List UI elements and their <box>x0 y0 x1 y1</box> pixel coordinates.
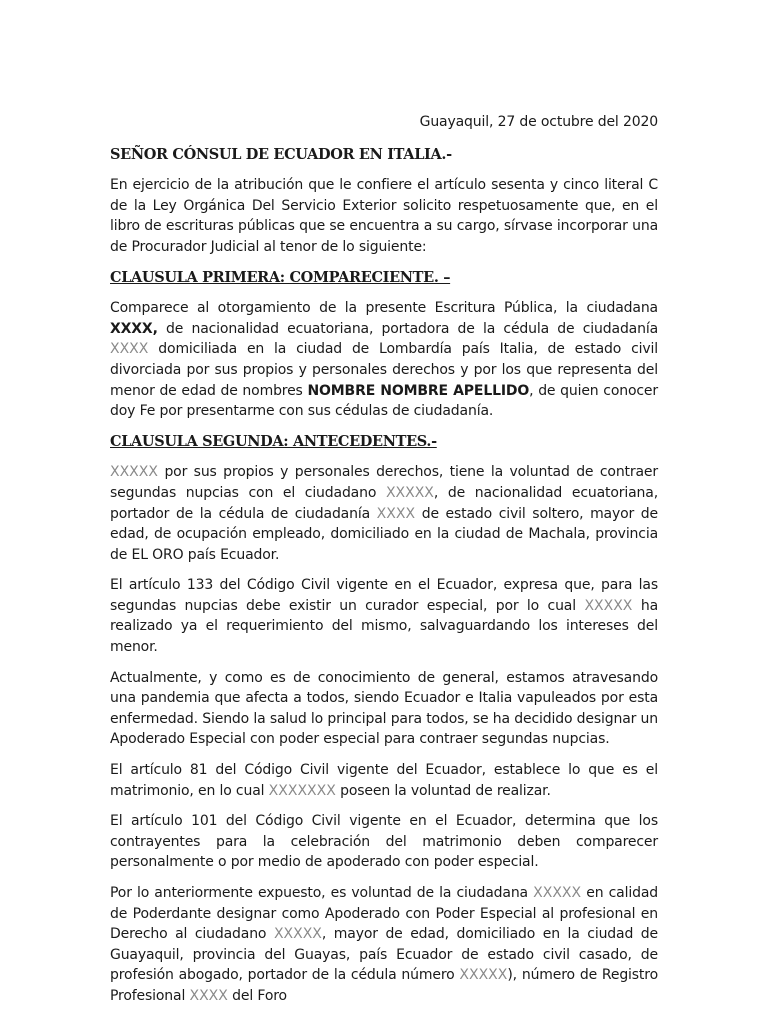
appearing-party-name: XXXX, <box>110 320 158 337</box>
text-run: Comparece al otorgamiento de la presente Escritura Pública, la ciudadana <box>110 300 658 317</box>
text-run: , de nacionalidad ecuatoriana, portador de la cédula de ciudadanía <box>110 484 658 522</box>
clause-two-title: CLAUSULA SEGUNDA: ANTECEDENTES.- <box>110 432 437 450</box>
placeholder-name: XXXXX <box>584 597 633 614</box>
placeholder-registry-number: XXXX <box>189 987 228 1004</box>
text-run: del Foro <box>227 987 287 1004</box>
text-run: ha realizado ya el requerimiento del mismo, salvaguardando los intereses del menor. <box>110 597 659 656</box>
document-page <box>110 112 658 1017</box>
placeholder-name: XXXXX <box>273 926 322 943</box>
background-paragraph-3: Actualmente, y como es de conocimiento de general, estamos atravesando una pandemia que afecta a todos, siendo Ecuador e Italia vapuleados por esta enfermedad. Siendo la salud lo principal para todos, se ha decidido designar un Apoderado Especial con poder especial para contraer segundas nupcias. <box>110 669 658 748</box>
text-run: , de quien conocer doy Fe por presentarme con sus cédulas de ciudadanía. <box>110 382 658 420</box>
text-run: ), número de Registro Profesional <box>110 967 658 1004</box>
clause-one-paragraph <box>110 298 658 422</box>
placeholder-names: XXXXXXX <box>268 782 336 799</box>
text-run: El artículo 81 del Código Civil vigente del Ecuador, establece lo que es el matrimonio, en lo cual <box>110 762 658 799</box>
intro-paragraph: En ejercicio de la atribución que le confiere el artículo sesenta y cinco literal C de la Ley Orgánica Del Servicio Exterior solicito respetuosamente que, en el libro de escrituras públicas que se encuentra a su cargo, sírvase incorporar una de Procurador Judicial al tenor de lo siguiente: <box>110 177 658 255</box>
placeholder-name: XXXXX <box>110 464 158 481</box>
background-paragraph-2 <box>110 575 658 657</box>
text-run: El artículo 133 del Código Civil vigente en el Ecuador, expresa que, para las segundas nupcias debe existir un curador especial, por lo cual <box>110 577 658 614</box>
background-paragraph-4 <box>110 760 658 801</box>
placeholder-name: XXXXX <box>533 885 582 901</box>
clause-one-title: CLAUSULA PRIMERA: COMPARECIENTE. – <box>110 268 451 286</box>
addressee-heading: SEÑOR CÓNSUL DE ECUADOR EN ITALIA.- <box>110 145 452 163</box>
text-run: , mayor de edad, domiciliado en la ciudad de Guayaquil, provincia del Guayas, país Ecuador de estado civil casado, de profesión abogado, portador de la cédula número <box>110 926 658 984</box>
text-run: de nacionalidad ecuatoriana, portadora de la cédula de ciudadanía <box>157 320 658 337</box>
text-run: en calidad de Poderdante designar como Apoderado con Poder Especial al profesional en Derecho al ciudadano <box>110 885 658 943</box>
text-run: domiciliada en la ciudad de Lombardía país Italia, de estado civil divorciada por sus propios y personales derechos y por los que representa del menor de edad de nombres <box>110 341 658 399</box>
text-run: por sus propios y personales derechos, tiene la voluntad de contraer segundas nupcias con el ciudadano <box>110 464 658 501</box>
background-paragraph-1 <box>110 462 658 565</box>
document-date: Guayaquil, 27 de octubre del 2020 <box>419 114 658 130</box>
placeholder-id-number: XXXXX <box>459 967 508 984</box>
text-run: Por lo anteriormente expuesto, es voluntad de la ciudadana <box>110 885 534 901</box>
background-paragraph-5: El artículo 101 del Código Civil vigente en el Ecuador, determina que los contrayentes para la celebración del matrimonio deben comparecer personalmente o por medio de apoderado con poder especial. <box>110 813 658 871</box>
placeholder-id-number: XXXX <box>376 505 416 522</box>
text-run: de estado civil soltero, mayor de edad, de ocupación empleado, domiciliado en la ciudad de Machala, provincia de EL ORO país Ecuador. <box>110 505 658 563</box>
placeholder-name: XXXXX <box>385 484 434 501</box>
text-run: poseen la voluntad de realizar. <box>335 782 551 799</box>
placeholder-id-number: XXXX <box>110 341 149 358</box>
minor-name: NOMBRE NOMBRE APELLIDO <box>307 382 530 399</box>
background-paragraph-6 <box>110 883 658 1007</box>
